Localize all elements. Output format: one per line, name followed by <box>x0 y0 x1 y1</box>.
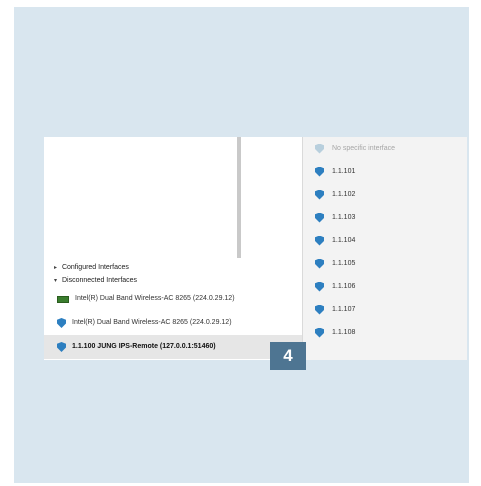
shield-icon <box>315 167 324 177</box>
device-address: 1.1.104 <box>332 237 356 244</box>
wifi-adapter-icon <box>57 296 69 303</box>
interface-item-selected[interactable] <box>44 335 304 359</box>
shield-icon <box>315 305 324 315</box>
device-item[interactable] <box>303 183 467 206</box>
shield-icon <box>315 259 324 269</box>
shield-icon <box>315 282 324 292</box>
device-address: 1.1.106 <box>332 283 356 290</box>
shield-icon <box>57 318 66 328</box>
section-label: Disconnected Interfaces <box>61 277 138 284</box>
device-item[interactable] <box>303 229 467 252</box>
splitter[interactable] <box>237 137 241 258</box>
step-number-badge: 4 <box>270 342 306 370</box>
device-item[interactable] <box>303 160 467 183</box>
device-item[interactable] <box>303 321 467 344</box>
shield-icon <box>315 236 324 246</box>
device-address: 1.1.103 <box>332 214 356 221</box>
device-address: 1.1.105 <box>332 260 356 267</box>
interface-panel <box>44 137 467 360</box>
no-specific-interface-item[interactable] <box>303 137 467 160</box>
shield-icon <box>315 213 324 223</box>
interface-label: 1.1.100 JUNG IPS-Remote (127.0.0.1:51460) <box>72 343 216 350</box>
interface-item[interactable] <box>44 311 304 335</box>
shield-icon <box>315 328 324 338</box>
expand-caret-icon[interactable]: ▸ <box>54 265 58 271</box>
interface-item[interactable] <box>44 287 304 311</box>
device-address: 1.1.102 <box>332 191 356 198</box>
section-label: Configured Interfaces <box>61 264 129 271</box>
section-disconnected-interfaces[interactable] <box>44 274 304 287</box>
device-item[interactable] <box>303 206 467 229</box>
interface-label: Intel(R) Dual Band Wireless-AC 8265 (224.0.29.12) <box>72 319 232 326</box>
device-item[interactable] <box>303 298 467 321</box>
collapse-caret-icon[interactable]: ▾ <box>54 278 58 284</box>
shield-icon <box>315 144 324 154</box>
device-address: 1.1.108 <box>332 329 356 336</box>
device-address: 1.1.101 <box>332 168 356 175</box>
section-configured-interfaces[interactable] <box>44 261 304 274</box>
device-item[interactable] <box>303 275 467 298</box>
device-item[interactable] <box>303 252 467 275</box>
left-pane <box>44 137 304 360</box>
interface-label: Intel(R) Dual Band Wireless-AC 8265 (224.0.29.12) <box>75 295 235 302</box>
interface-tree <box>44 261 304 359</box>
shield-icon <box>57 342 66 352</box>
shield-icon <box>315 190 324 200</box>
item-label: No specific interface <box>332 145 396 152</box>
device-address: 1.1.107 <box>332 306 356 313</box>
right-pane <box>302 137 467 360</box>
